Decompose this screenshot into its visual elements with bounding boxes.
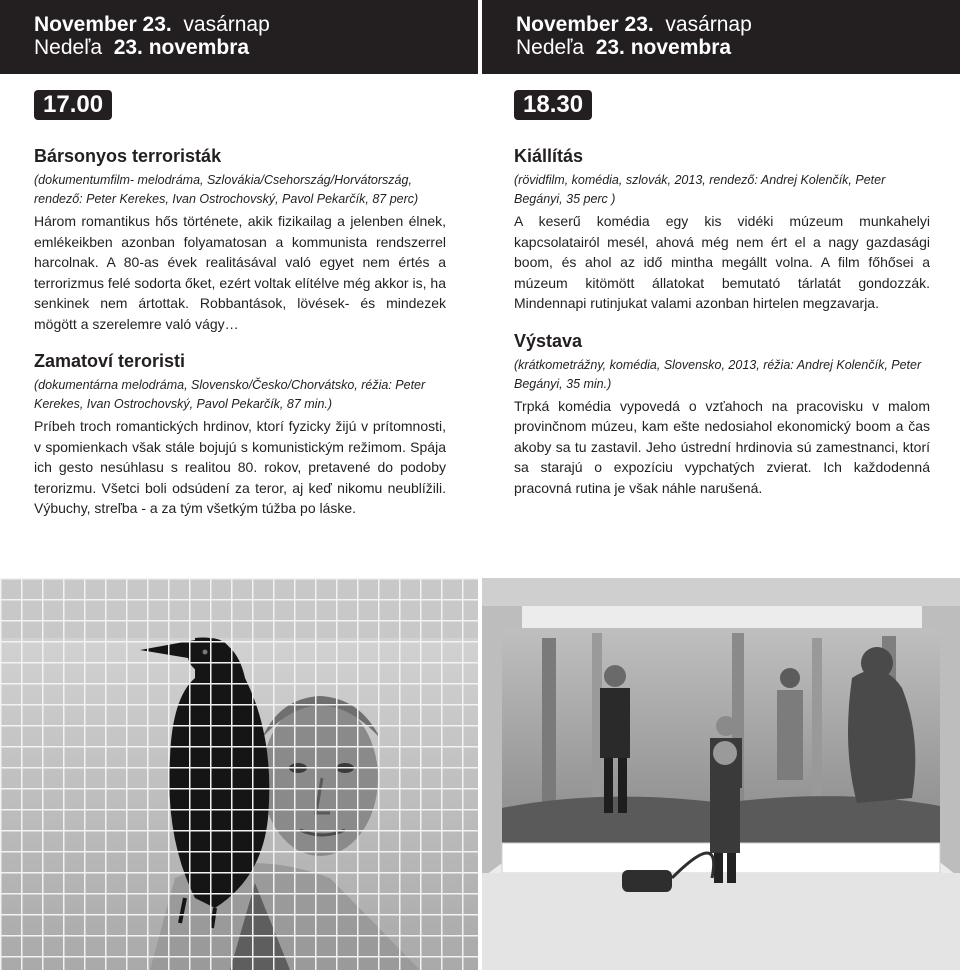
film-meta-sk: (dokumentárna melodráma, Slovensko/Česko/Chorvátsko, réžia: Peter Kerekes, Ivan Ostrochovský, Pavol Pekarčík, 87 min.)	[34, 378, 426, 411]
crow-cage-illustration	[0, 578, 478, 970]
film-meta-hu-2: (rövidfilm, komédia, szlovák, 2013, rendező: Andrej Kolenčík, Peter Begányi, 35 perc )	[514, 173, 886, 206]
header-left-weekday: vasárnap	[183, 13, 270, 36]
time-badge-right: 18.30	[514, 90, 592, 120]
time-badge-left: 17.00	[34, 90, 112, 120]
film-title-sk-2: Výstava	[514, 330, 583, 351]
film-meta-sk-2: (krátkometrážny, komédia, Slovensko, 2013, réžia: Andrej Kolenčík, Peter Begányi, 35 min.)	[514, 357, 922, 391]
film-title-hu-2: Kiállítás	[514, 146, 584, 166]
header-right-sk-weekday: Nedeľa	[516, 36, 585, 59]
header-right-weekday: vasárnap	[665, 13, 752, 36]
film-meta-hu: (dokumentumfilm- melodráma, Szlovákia/Csehország/Horvátország, rendező: Peter Kerekes, Ivan Ostrochovský, Pavol Pekarčík, 87 perc)	[34, 173, 419, 206]
film-description-hu: Három romantikus hős története, akik fizikailag a jelenben élnek, emlékeikben azonban folyamatosan a kommunista rendszerrel harcolnak. A 80-as évek realitásával való egyet nem értés a terrorizmus felé sodorta őket, ezért voltak elítélve még akkor is, ha senkinek nem ártottak. Robbantások, lövések- és mindezek mögött a szerelemre való vágy…	[34, 213, 446, 332]
left-column	[34, 145, 446, 535]
header-left	[0, 0, 478, 74]
film-still-crow-cage	[0, 578, 478, 970]
header-left-line2	[34, 36, 478, 60]
film-title-sk: Zamatoví teroristi	[34, 351, 186, 371]
header-left-date: November 23.	[34, 13, 172, 36]
header-right-sk-date: 23. novembra	[595, 36, 732, 59]
film-title-hu: Bársonyos terroristák	[34, 146, 222, 166]
film-still-museum-diorama	[482, 578, 960, 970]
header-left-sk-weekday: Nedeľa	[34, 36, 103, 59]
header-left-line1	[34, 14, 478, 36]
header-right-date: November 23.	[516, 13, 654, 36]
film-description-hu-2: A keserű komédia egy kis vidéki múzeum munkahelyi kapcsolatairól mesél, ahová még nem ért el a nagy gazdasági boom, és ahol az idő mintha megállt volna. A film főhősei a múzeum kitömött állatokat bemutató tárlatát gondozzák. Mindennapi rutinjukat valami azonban hirtelen megzavarja.	[514, 213, 930, 311]
film-description-sk-2: Trpká komédia vypovedá o vzťahoch na pracovisku v malom provinčnom múzeu, kam ešte nedosiahol ekonomický boom a čas akoby sa tu zastavil. Jeho ústrední hrdinovia sú zamestnanci, ktorí sa starajú o expozíciu vypchatých zvierat. Ich každodenná pracovná rutina je však náhle narušená.	[514, 397, 930, 496]
header-right-line1	[516, 14, 960, 36]
header-right-line2	[516, 36, 960, 60]
film-description-sk: Príbeh troch romantických hrdinov, ktorí fyzicky žijú v prítomnosti, v spomienkach však stále bojujú s komunistickým režimom. Spája ich gesto nesúhlasu s realitou 80. rokov, pretavené do podoby terorizmu. Všetci boli odsúdení za teror, aj keď nikomu neublížili. Výbuchy, streľba - a za tým všetkým túžba po láske.	[34, 418, 446, 516]
museum-diorama-illustration	[482, 578, 960, 970]
header-left-sk-date: 23. novembra	[113, 36, 250, 59]
right-column	[514, 145, 930, 514]
header-right	[482, 0, 960, 74]
